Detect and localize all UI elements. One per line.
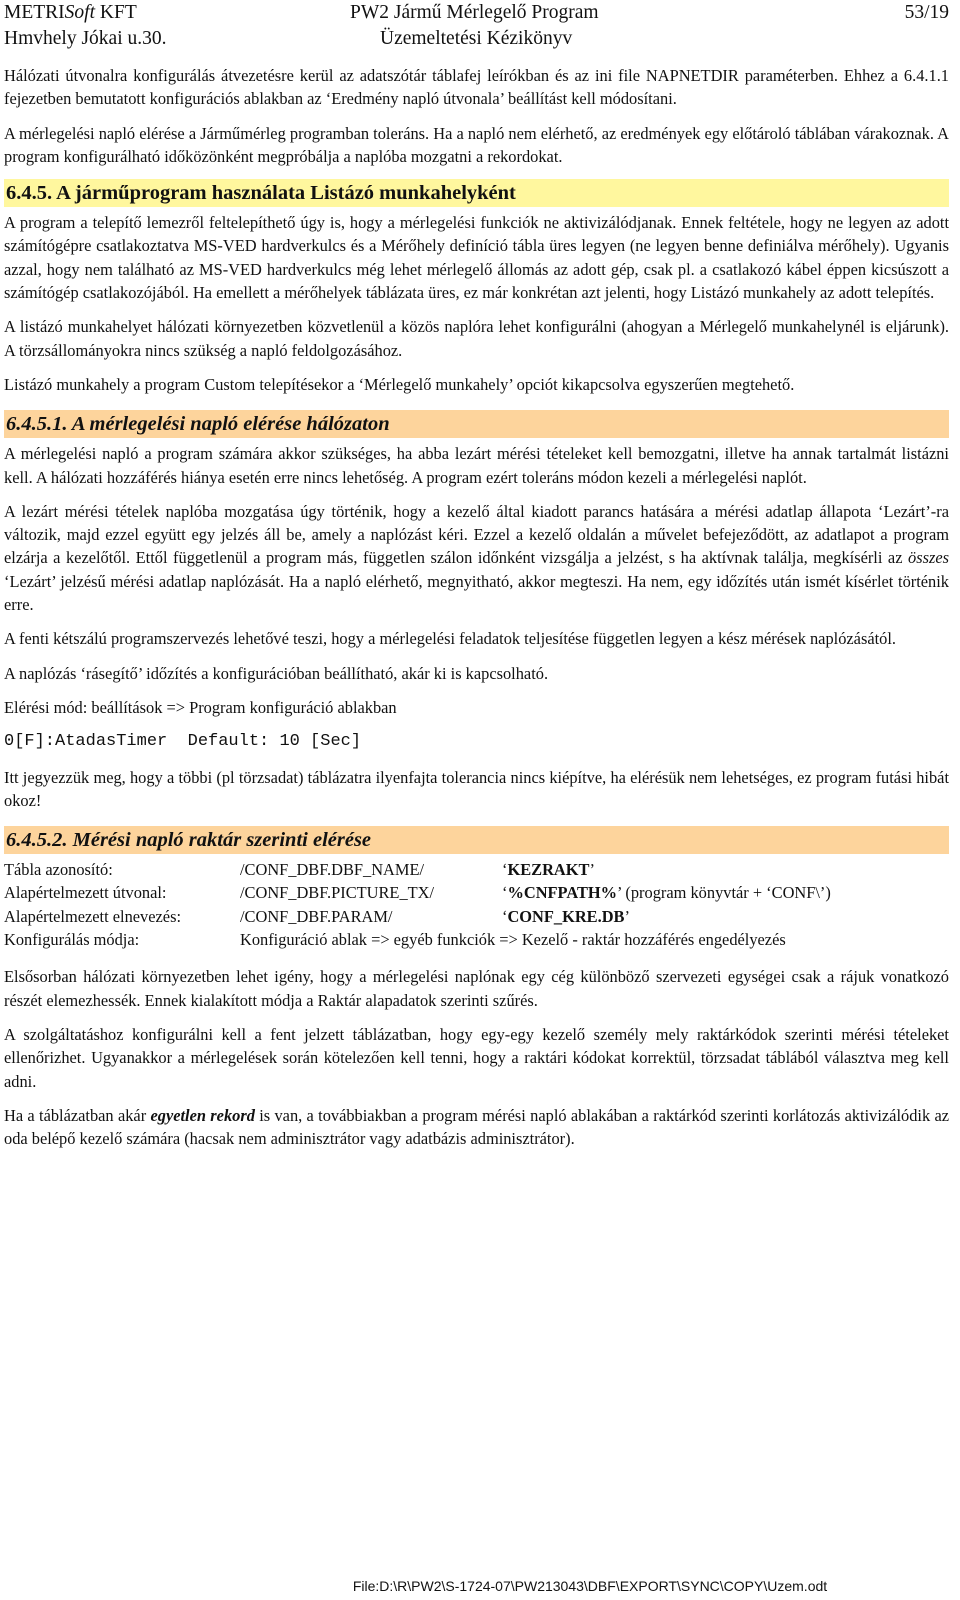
section-645-paragraph-1: A program a telepítő lemezről feltelepíthető úgy is, hogy a mérlegelési funkciók ne aktivizálódjanak. Ennek feltétele, hogy ne legyen az adott számítógépre csatlakoztatva MS-VED hardverkulcs és a Mérőhely definíció tábla üres legyen (ne legyen benne definiálva mérőhely). Ugyanis azzal, hogy nem található az MS-VED hardverkulcs még lehet mérlegelő állomás az adott gép, csak pl. a csatlakozó kábel éppen kicsúszott a számítógép csatlakozójából. Ha emellett a mérőhelyek táblázata üres, ez már konkrétan azt jelenti, hogy Listázó munkahely az adott telepítés. (4, 213, 949, 303)
table-path: /CONF_DBF.PICTURE_TX/ (240, 883, 435, 903)
section-heading-6-4-5: 6.4.5. A járműprogram használata Listázó munkahelyként (4, 179, 949, 207)
table-label: Alapértelmezett elnevezés: (4, 906, 182, 926)
section-6451-paragraph-3: A fenti kétszálú programszervezés lehetővé teszi, hogy a mérlegelési feladatok teljesítése független legyen a kész mérések naplózásától. (4, 629, 897, 649)
section-645-paragraph-3: Listázó munkahely a program Custom telepítésekor a ‘Mérlegelő munkahely’ opciót kikapcsolva egyszerűen megtehető. (4, 374, 795, 394)
config-code-line: 0[F]:AtadasTimer Default: 10 [Sec] (4, 732, 362, 752)
document-body (4, 64, 949, 1161)
section-heading-6-4-5-1: 6.4.5.1. A mérlegelési napló elérése hálózaton (4, 410, 949, 438)
section-6451-paragraph-2: A lezárt mérési tételek naplóba mozgatása úgy történik, hogy a kezelő által kiadott parancs hatására a mérési adatlap állapota ‘Lezárt’-ra változik, majd ezzel együtt egy jelzés áll be, amely a naplózást kéri. Ezzel a kezelő oldalán a művelet befejeződött, az adatlapot a program elzárja a kezelőtől. Ettől függetlenül a program más, független szálon időnként vizsgálja a jelzést, s ha aktívnak találja, megkísérli az összes ‘Lezárt’ jelzésű mérési adatlap naplózását. Ha a napló elérhető, megnyitható, akkor megteszi. Ha nem, egy időzítés után ismét kísérlet történik erre. (4, 501, 949, 615)
section-6452-paragraph-3: Ha a táblázatban akár egyetlen rekord is van, a továbbiakban a program mérési napló ablakában a raktárkód szerinti korlátozás aktivizálódik az oda belépő kezelő számára (hacsak nem adminisztrátor vagy adatbázis adminisztrátor). (4, 1105, 950, 1149)
section-6451-paragraph-1: A mérlegelési napló a program számára akkor szükséges, ha abba lezárt mérési tételeket kell bemozgatni, illetve ha annak tartalmát listázni kell. A hálózati hozzáférés hiánya esetén erre nincs lehetőség. A program ezért toleráns módon kezeli a mérlegelési naplót. (4, 444, 949, 487)
table-label: Tábla azonosító: (4, 860, 113, 880)
table-label: Konfigurálás módja: (4, 930, 140, 950)
section-6451-paragraph-6: Itt jegyezzük meg, hogy a többi (pl törzsadat) táblázatra ilyenfajta tolerancia nincs kiépítve, ha elérésük nem lehetséges, ez program futási hibát okoz! (4, 767, 949, 810)
section-6452-paragraph-1: Elsősorban hálózati környezetben lehet igény, hogy a mérlegelési naplónak egy cég különböző szervezeti egységei csak a rájuk vonatkozó részét elemezhessék. Ennek kialakított módja a Raktár alapadatok szerinti szűrés. (4, 967, 949, 1010)
table-label: Alapértelmezett útvonal: (4, 883, 167, 903)
program-title: PW2 Jármű Mérlegelő Program (350, 2, 599, 23)
page-number: 53/19 (904, 2, 949, 23)
table-config-info (4, 858, 831, 951)
section-heading-6-4-5-2: 6.4.5.2. Mérési napló raktár szerinti elérése (4, 826, 949, 854)
table-value: Konfiguráció ablak => egyéb funkciók => Kezelő - raktár hozzáférés engedélyezés (240, 930, 786, 950)
table-value: ‘CONF_KRE.DB’ (502, 906, 630, 926)
table-path: /CONF_DBF.PARAM/ (240, 906, 393, 926)
table-value: ‘KEZRAKT’ (502, 860, 595, 880)
section-6451-paragraph-4: A naplózás ‘rásegítő’ időzítés a konfigurációban beállítható, akár ki is kapcsolható. (4, 663, 549, 683)
table-path: /CONF_DBF.DBF_NAME/ (240, 860, 425, 880)
table-row (4, 881, 831, 904)
company-name: METRISoft KFT (4, 2, 137, 23)
table-row (4, 928, 831, 951)
section-6451-paragraph-5: Elérési mód: beállítások => Program konfiguráció ablakban (4, 697, 397, 717)
company-address: Hmvhely Jókai u.30. (4, 28, 167, 49)
table-row (4, 858, 831, 881)
table-value: ‘%CNFPATH%’ (program könyvtár + ‘CONF\’) (502, 883, 831, 903)
doc-title: Üzemeltetési Kézikönyv (380, 28, 573, 49)
table-row (4, 905, 831, 928)
section-6452-paragraph-2: A szolgáltatáshoz konfigurálni kell a fent jelzett táblázatban, hogy egy-egy kezelő személy mely raktárkódok szerinti mérési tételeket ellenőrizhet. Ugyanakkor a mérlegelések során kötelezően kell tenni, hogy a raktári kódokat korrektül, törzsadat táblából választva meg kell adni. (4, 1024, 949, 1091)
intro-paragraph-1: Hálózati útvonalra konfigurálás átvezetésre kerül az adatszótár táblafej leírókban és az ini file NAPNETDIR paraméterben. Ehhez a 6.4.1.1 fejezetben bemutatott konfigurációs ablakban az ‘Eredmény napló útvonala’ beállítást kell módosítani. (4, 66, 949, 109)
section-645-paragraph-2: A listázó munkahelyet hálózati környezetben közvetlenül a közös naplóra lehet konfigurálni (ahogyan a Mérlegelő munkahelynél is eljárunk). A törzsállományokra nincs szükség a napló feldolgozásához. (4, 317, 949, 360)
page-header (4, 0, 949, 52)
page-footer: File:D:\R\PW2\S-1724-07\PW213043\DBF\EXPORT\SYNC\COPY\Uzem.odt (352, 1578, 828, 1594)
intro-paragraph-2: A mérlegelési napló elérése a Járműmérleg programban toleráns. Ha a napló nem elérhető, az eredmények egy előtároló táblában várakoznak. A program konfigurálható időközönként megpróbálja a naplóba mozgatni a rekordokat. (4, 123, 949, 166)
